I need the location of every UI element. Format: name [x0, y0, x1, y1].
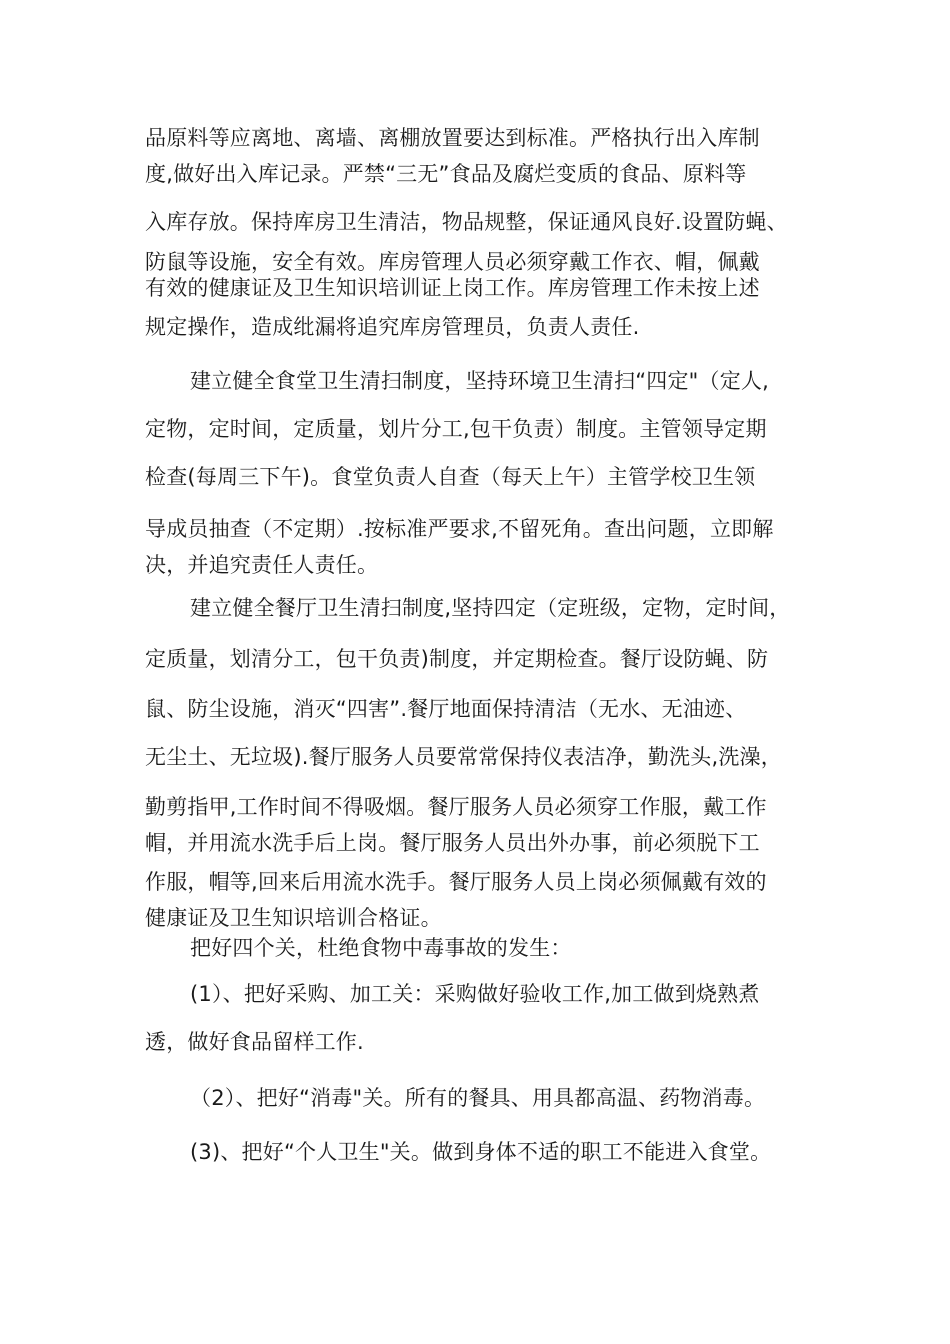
paragraph-start-line: 建立健全餐厅卫生清扫制度,坚持四定（定班级，定物，定时间，: [190, 596, 791, 620]
text-line: 无尘土、无垃圾).餐厅服务人员要常常保持仪表洁净，勤洗头,洗澡，: [145, 745, 782, 769]
list-item-1: (1）、把好采购、加工关：采购做好验收工作,加工做到烧熟煮: [190, 982, 760, 1006]
text-line: 作服，帽等,回来后用流水洗手。餐厅服务人员上岗必须佩戴有效的: [145, 870, 767, 894]
text-line: 有效的健康证及卫生知识培训证上岗工作。库房管理工作未按上述: [145, 276, 760, 300]
text-line: 导成员抽查（不定期）.按标准严要求,不留死角。查出问题，立即解: [145, 517, 774, 541]
text-line: 透，做好食品留样工作.: [145, 1030, 364, 1054]
text-line: 定物，定时间，定质量，划片分工,包干负责）制度。主管领导定期: [145, 417, 767, 441]
text-line: 帽，并用流水洗手后上岗。餐厅服务人员出外办事，前必须脱下工: [145, 831, 760, 855]
text-line: 定质量，划清分工，包干负责)制度，并定期检查。餐厅设防蝇、防: [145, 647, 769, 671]
text-line: 勤剪指甲,工作时间不得吸烟。餐厅服务人员必须穿工作服，戴工作: [145, 795, 767, 819]
text-line: 品原料等应离地、离墙、离棚放置要达到标准。严格执行出入库制: [145, 126, 760, 150]
text-line: 鼠、防尘设施，消灭“四害”.餐厅地面保持清洁（无水、无油迹、: [145, 697, 747, 721]
text-line: 度,做好出入库记录。严禁“三无”食品及腐烂变质的食品、原料等: [145, 162, 747, 186]
text-line: 入库存放。保持库房卫生清洁，物品规整，保证通风良好.设置防蝇、: [145, 210, 788, 234]
list-item-2: （2）、把好“消毒"关。所有的餐具、用具都高温、药物消毒。: [190, 1086, 766, 1110]
list-item-3: (3)、把好“个人卫生"关。做到身体不适的职工不能进入食堂。: [190, 1140, 772, 1164]
text-line: 检查(每周三下午)。食堂负责人自查（每天上午）主管学校卫生领: [145, 465, 756, 489]
text-line: 决，并追究责任人责任。: [145, 553, 379, 577]
text-line: 防鼠等设施，安全有效。库房管理人员必须穿戴工作衣、帽，佩戴: [145, 250, 760, 274]
text-line: 规定操作，造成纰漏将追究库房管理员，负责人责任.: [145, 315, 640, 339]
paragraph-start-line: 建立健全食堂卫生清扫制度，坚持环境卫生清扫“四定"（定人,: [190, 369, 770, 393]
paragraph-start-line: 把好四个关，杜绝食物中毒事故的发生：: [190, 936, 572, 960]
text-line: 健康证及卫生知识培训合格证。: [145, 906, 442, 930]
